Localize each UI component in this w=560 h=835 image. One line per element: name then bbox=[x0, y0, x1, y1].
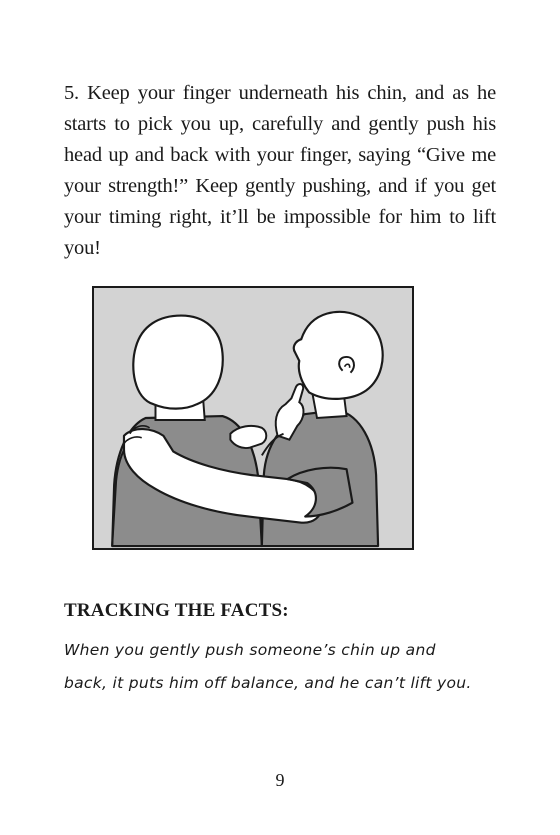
facts-body: When you gently push someone’s chin up and back, it puts him off balance, and he can’t lift you. bbox=[64, 641, 472, 692]
step-5-text: 5. Keep your finger underneath his chin, and as he starts to pick you up, carefully and gently push his head up and back with your finger, saying “Give me your strength!” Keep gently pushing, and if you get your timing right, it’ll be impossible for him to lift you! bbox=[64, 82, 496, 259]
facts-heading: TRACKING THE FACTS: bbox=[64, 600, 289, 621]
illustration bbox=[92, 286, 414, 550]
page-number: 9 bbox=[275, 770, 285, 790]
shoulder-hand bbox=[230, 426, 266, 448]
